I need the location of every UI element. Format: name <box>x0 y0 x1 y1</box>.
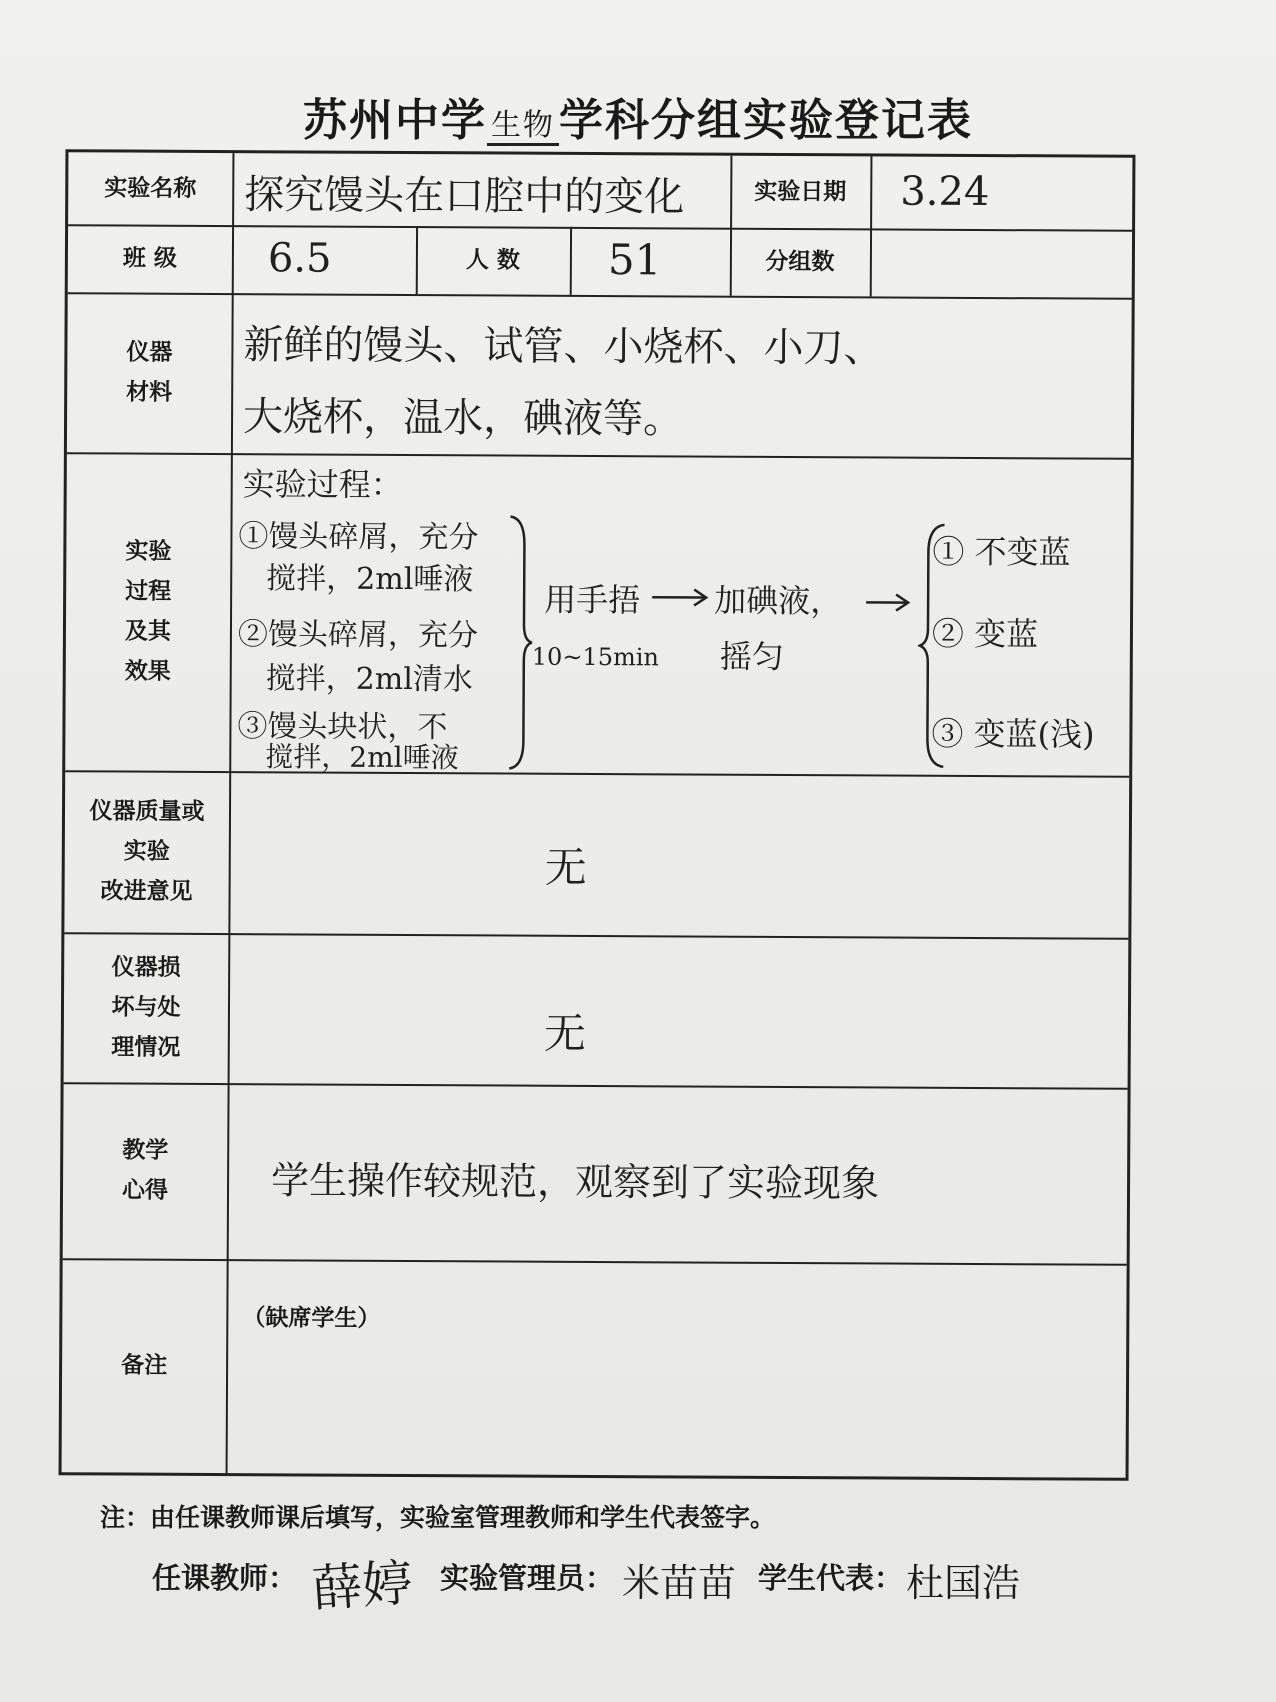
footer-note: 注：由任课教师课后填写，实验室管理教师和学生代表签字。 <box>100 1503 776 1532</box>
quality-label <box>64 770 229 933</box>
groups-label: 分组数 <box>765 248 835 276</box>
class-label: 班 级 <box>122 245 177 272</box>
materials-label-line: 仪器 <box>126 339 173 366</box>
title-subject: 生物 <box>487 108 559 146</box>
materials-label-line: 材料 <box>126 379 173 406</box>
experiment-name-value: 探究馒头在口腔中的变化 <box>244 172 685 221</box>
column-divider <box>570 227 572 295</box>
shake-text: 摇匀 <box>719 637 784 676</box>
remarks-value: （缺席学生） <box>242 1305 381 1332</box>
materials-line-1: 新鲜的馒头、试管、小烧杯、小刀、 <box>243 322 884 372</box>
remarks-label: 备注 <box>121 1352 168 1379</box>
admin-signature: 米苗苗 <box>622 1561 737 1605</box>
step-1-line-1: ①馒头碎屑，充分 <box>238 519 479 556</box>
add-iodine-text: 加碘液， <box>714 581 843 621</box>
arrow-2-icon <box>864 590 912 614</box>
process-label-line: 效果 <box>124 658 171 685</box>
step-2-line-2: 搅拌，2ml清水 <box>265 661 473 698</box>
title-suffix: 学科分组实验登记表 <box>559 95 973 146</box>
result-1: ① 不变蓝 <box>932 532 1071 572</box>
count-value: 51 <box>607 235 662 285</box>
teaching-value: 学生操作较规范，观察到了实验现象 <box>270 1158 880 1206</box>
time-text: 10~15min <box>531 642 659 672</box>
student-signature: 杜国浩 <box>906 1561 1021 1605</box>
teaching-label <box>63 1082 228 1259</box>
registration-form <box>59 149 1136 1481</box>
process-heading: 实验过程： <box>242 465 403 504</box>
damage-label-line: 理情况 <box>111 1034 181 1061</box>
date-value: 3.24 <box>900 168 990 216</box>
arrow-1-icon <box>650 585 710 609</box>
step-2-line-1: ②馒头碎屑，充分 <box>237 617 479 654</box>
damage-label <box>64 932 229 1083</box>
damage-label-line: 坏与处 <box>111 994 181 1021</box>
count-label: 人 数 <box>465 247 520 274</box>
title-prefix: 苏州中学 <box>303 95 487 146</box>
step-3-line-2: 搅拌，2ml唾液 <box>265 740 459 775</box>
result-2: ② 变蓝 <box>931 614 1039 654</box>
process-label-line: 过程 <box>125 578 172 605</box>
teaching-label-line: 心得 <box>121 1177 169 1204</box>
quality-label-line: 改进意见 <box>100 878 193 905</box>
step-3-line-1: ③馒头块状，不 <box>237 709 448 746</box>
damage-value: 无 <box>543 1008 586 1058</box>
process-label-line: 实验 <box>125 538 172 565</box>
quality-label-line: 实验 <box>123 838 170 865</box>
page-title <box>0 84 1276 148</box>
quality-value: 无 <box>544 842 587 892</box>
teacher-signature: 薛婷 <box>310 1553 415 1619</box>
student-label: 学生代表： <box>758 1561 904 1595</box>
materials-line-2: 大烧杯，温水，碘液等。 <box>242 394 684 443</box>
step-1-line-2: 搅拌，2ml唾液 <box>266 561 474 598</box>
damage-label-line: 仪器损 <box>111 954 181 981</box>
date-label: 实验日期 <box>754 178 847 206</box>
result-3: ③ 变蓝(浅) <box>931 714 1095 754</box>
quality-label-line: 仪器质量或 <box>89 798 205 825</box>
class-value: 6.5 <box>267 235 332 282</box>
teaching-label-line: 教学 <box>122 1137 169 1164</box>
hold-text: 用手捂 <box>544 580 641 620</box>
experiment-name-label: 实验名称 <box>104 175 197 202</box>
admin-label: 实验管理员： <box>440 1561 615 1595</box>
teacher-label: 任课教师： <box>152 1561 298 1595</box>
process-label-line: 及其 <box>124 618 172 645</box>
materials-label <box>67 292 232 453</box>
process-label <box>65 452 231 771</box>
